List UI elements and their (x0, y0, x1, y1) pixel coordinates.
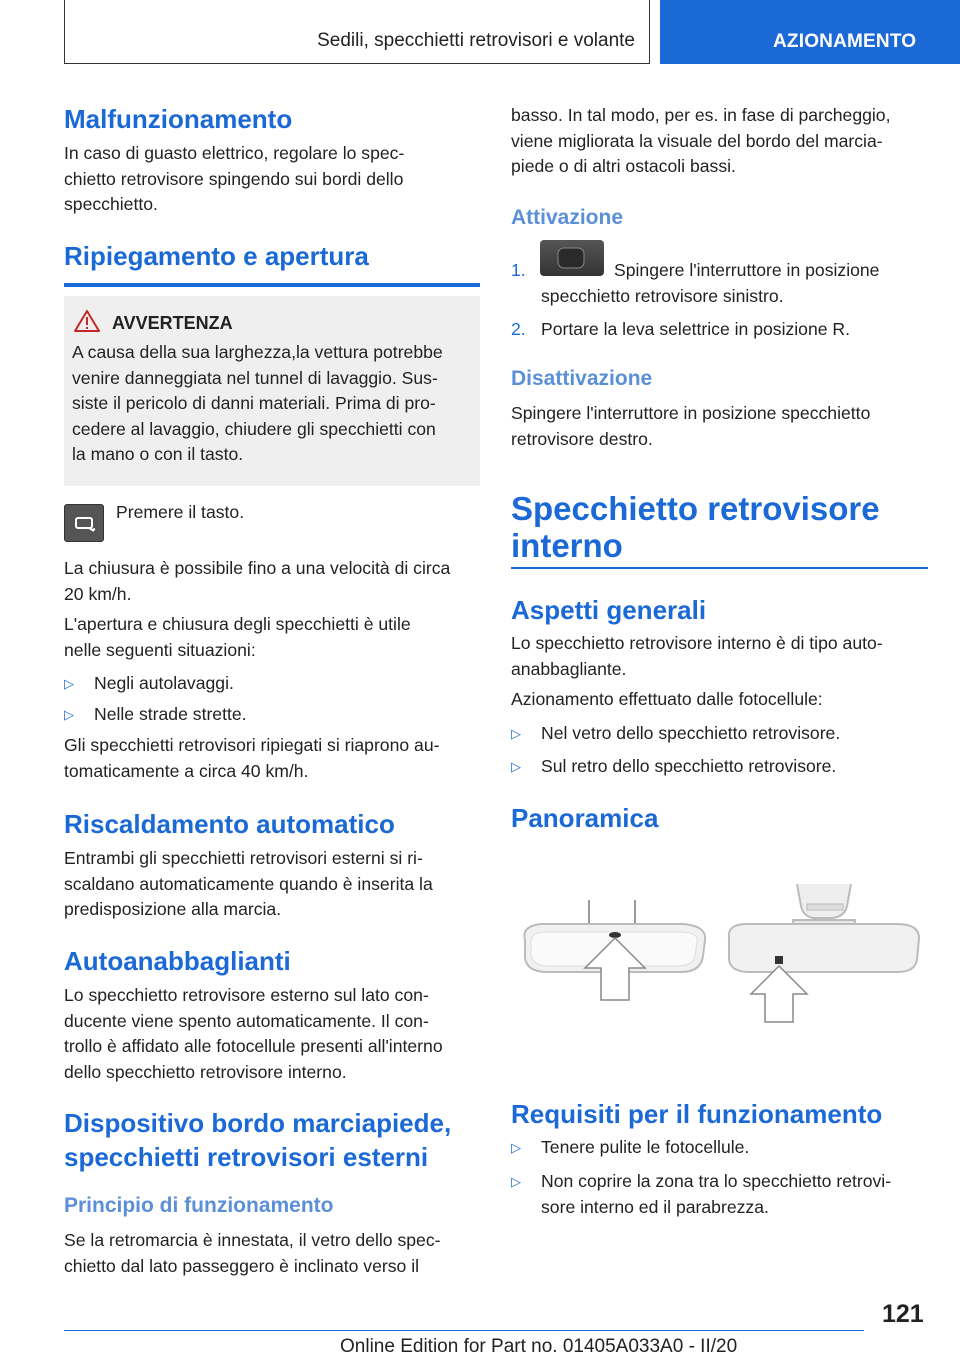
folding-heading: Ripiegamento e apertura (64, 241, 369, 271)
step-1-text-cont: specchietto retrovisore sinistro. (541, 286, 784, 306)
bullet-triangle-icon: ▷ (64, 676, 74, 691)
general-heading: Aspetti generali (511, 595, 707, 625)
interior-mirror-illustration (511, 880, 928, 1040)
step-1-text: Spingere l'interruttore in posizione (614, 260, 880, 280)
dimming-text: Lo specchietto retrovisore esterno sul lato con- ducente viene spento automaticamente. Il con- trollo è affidato alle fotocellule presenti all'interno dello specchietto retrovisore interno. (64, 985, 443, 1082)
section-rule (511, 567, 928, 569)
principle-heading: Principio di funzionamento (64, 1194, 334, 1217)
page-number: 121 (882, 1300, 924, 1328)
overview-heading: Panoramica (511, 803, 659, 833)
malfunction-text: In caso di guasto elettrico, regolare lo spec- chietto retrovisore spingendo sui bordi dello specchietto. (64, 143, 405, 214)
footer-edition: Online Edition for Part no. 01405A033A0 - II/20 (340, 1336, 738, 1357)
folding-text-1: La chiusura è possibile fino a una velocità di circa 20 km/h. (64, 558, 451, 604)
chapter-title: Sedili, specchietti retrovisori e volante (317, 30, 635, 51)
warning-text: A causa della sua larghezza,la vettura potrebbe venire danneggiata nel tunnel di lavaggio. Sus- siste il pericolo di danni materiali. Prima di pro- cedere al lavaggio, chiudere gli specchietti con la mano o con il tasto. (72, 342, 443, 464)
bullet-triangle-icon: ▷ (511, 726, 521, 741)
requirements-heading: Requisiti per il funzionamento (511, 1099, 883, 1129)
general-text-1: Lo specchietto retrovisore interno è di tipo auto- anabbagliante. (511, 633, 883, 679)
step-1: 1. (511, 260, 526, 280)
section-tab-label: AZIONAMENTO (773, 31, 917, 52)
malfunction-heading: Malfunzionamento (64, 104, 293, 134)
bullet-triangle-icon: ▷ (511, 759, 521, 774)
step-2: 2. (511, 319, 526, 339)
folding-text-3: Gli specchietti retrovisori ripiegati si riaprono au- tomaticamente a circa 40 km/h. (64, 735, 440, 781)
footer-rule (64, 1330, 864, 1331)
curb-heading: Dispositivo bordo marciapiede, specchietti retrovisori esterni (64, 1108, 452, 1172)
bullet-triangle-icon: ▷ (511, 1140, 521, 1155)
general-text-2: Azionamento effettuato dalle fotocellule: (511, 689, 823, 709)
deactivation-heading: Disattivazione (511, 367, 653, 390)
mirror-fold-button-icon (64, 504, 104, 542)
deactivation-text: Spingere l'interruttore in posizione specchietto retrovisore destro. (511, 403, 871, 449)
bullet-triangle-icon: ▷ (64, 707, 74, 722)
dimming-heading: Autoanabbaglianti (64, 946, 291, 976)
heating-text: Entrambi gli specchietti retrovisori esterni si ri- scaldano automaticamente quando è inserita la predisposizione alla marcia. (64, 848, 433, 919)
principle-text: Se la retromarcia è innestata, il vetro dello spec- chietto dal lato passeggero è inclinato verso il (64, 1230, 441, 1276)
header-chapter-box (64, 0, 650, 64)
continuation-text: basso. In tal modo, per es. in fase di parcheggio, viene migliorata la visuale del bordo del marcia- piede o di altri ostacoli bassi. (511, 105, 891, 176)
step-2-text: Portare la leva selettrice in posizione R. (541, 319, 851, 339)
interior-mirror-heading: Specchietto retrovisore interno (511, 490, 880, 564)
warning-box (64, 296, 480, 486)
header-section-tab (660, 0, 960, 64)
section-rule (64, 283, 480, 287)
warning-triangle-icon (74, 310, 100, 332)
requirement-2-cont: sore interno ed il parabrezza. (541, 1197, 769, 1217)
heating-heading: Riscaldamento automatico (64, 809, 395, 839)
mirror-switch-icon (540, 240, 604, 276)
bullet-triangle-icon: ▷ (511, 1174, 521, 1189)
warning-label: AVVERTENZA (112, 313, 233, 333)
folding-text-2: L'apertura e chiusura degli specchietti è utile nelle seguenti situazioni: (64, 614, 411, 660)
press-button-text: Premere il tasto. (116, 502, 245, 522)
activation-heading: Attivazione (511, 206, 624, 229)
